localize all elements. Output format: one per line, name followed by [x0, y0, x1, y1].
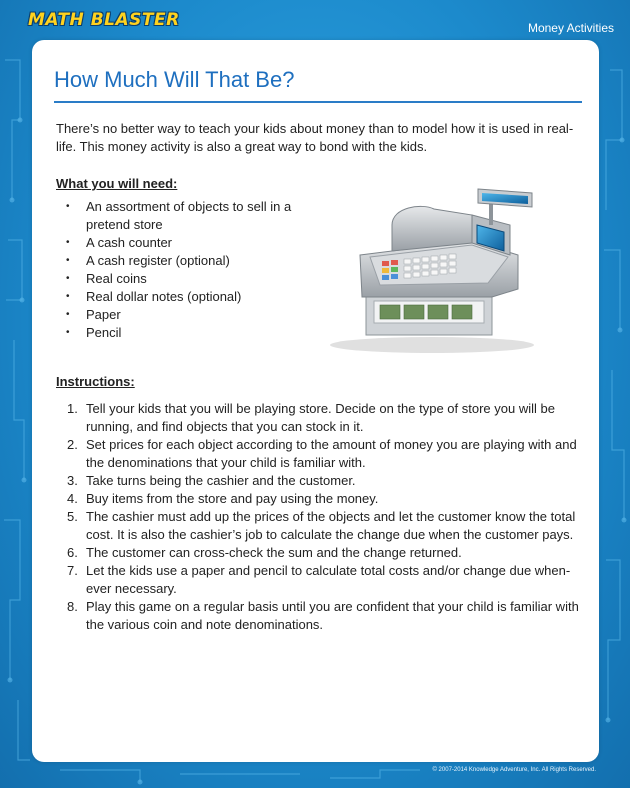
list-item: [56, 252, 316, 270]
list-item-text: A cash counter: [86, 235, 172, 250]
list-item-text: An assortment of objects to sell in a pretend store: [86, 199, 292, 232]
step-text: Tell your kids that you will be playing store. Decide on the type of store you will be running, and find objects that you can stock in it.: [86, 401, 555, 434]
list-item: [56, 472, 586, 490]
step-number: 5.: [67, 509, 78, 524]
step-number: 6.: [67, 545, 78, 560]
instructions-list: [56, 400, 586, 634]
bullet-icon: •: [66, 327, 70, 338]
needs-list: [56, 198, 316, 342]
bullet-icon: •: [66, 237, 70, 248]
list-item: [56, 234, 316, 252]
list-item: [56, 270, 316, 288]
step-text: The cashier must add up the prices of the objects and let the customer know the total cost. It is also the cashier’s job to calculate the change due when the customer pays.: [86, 509, 576, 542]
list-item: [56, 508, 586, 544]
bullet-icon: •: [66, 273, 70, 284]
copyright-notice: © 2007-2014 Knowledge Adventure, Inc. All Rights Reserved.: [432, 767, 596, 773]
list-item: [56, 436, 586, 472]
page-title: How Much Will That Be?: [54, 67, 295, 92]
list-item: [56, 288, 316, 306]
list-item: [56, 598, 586, 634]
list-item-text: A cash register (optional): [86, 253, 230, 268]
step-text: Let the kids use a paper and pencil to calculate total costs and/or change due when-ever necessary.: [86, 563, 571, 596]
step-number: 7.: [67, 563, 78, 578]
step-number: 3.: [67, 473, 78, 488]
needs-heading: What you will need:: [56, 176, 178, 191]
title-divider: [54, 101, 582, 103]
bullet-icon: •: [66, 255, 70, 266]
list-item: [56, 324, 316, 342]
section-label: Money Activities: [527, 21, 614, 35]
bullet-icon: •: [66, 291, 70, 302]
step-number: 1.: [67, 401, 78, 416]
intro-paragraph: There’s no better way to teach your kids about money than to model how it is used in real-life. This money activity is also a great way to bond with the kids.: [56, 121, 574, 154]
math-blaster-logo[interactable]: MATH BLASTER: [28, 10, 180, 30]
instructions-heading: Instructions:: [56, 374, 135, 389]
list-item: [56, 490, 586, 508]
bullet-icon: •: [66, 201, 70, 212]
list-item: [56, 562, 586, 598]
step-text: Buy items from the store and pay using the money.: [86, 491, 379, 506]
cash-register-image: [322, 185, 544, 355]
list-item-text: Real dollar notes (optional): [86, 289, 242, 304]
list-item: [56, 400, 586, 436]
step-number: 8.: [67, 599, 78, 614]
step-number: 2.: [67, 437, 78, 452]
step-number: 4.: [67, 491, 78, 506]
activity-card: [32, 40, 599, 762]
bullet-icon: •: [66, 309, 70, 320]
step-text: Set prices for each object according to the amount of money you are playing with and the denominations that your child is familiar with.: [86, 437, 577, 470]
list-item: [56, 306, 316, 324]
list-item-text: Pencil: [86, 325, 122, 340]
step-text: The customer can cross-check the sum and the change returned.: [86, 545, 462, 560]
step-text: Take turns being the cashier and the customer.: [86, 473, 356, 488]
list-item: [56, 198, 316, 234]
list-item-text: Real coins: [86, 271, 147, 286]
list-item-text: Paper: [86, 307, 121, 322]
list-item: [56, 544, 586, 562]
step-text: Play this game on a regular basis until you are confident that your child is familiar with the various coin and note denominations.: [86, 599, 579, 632]
